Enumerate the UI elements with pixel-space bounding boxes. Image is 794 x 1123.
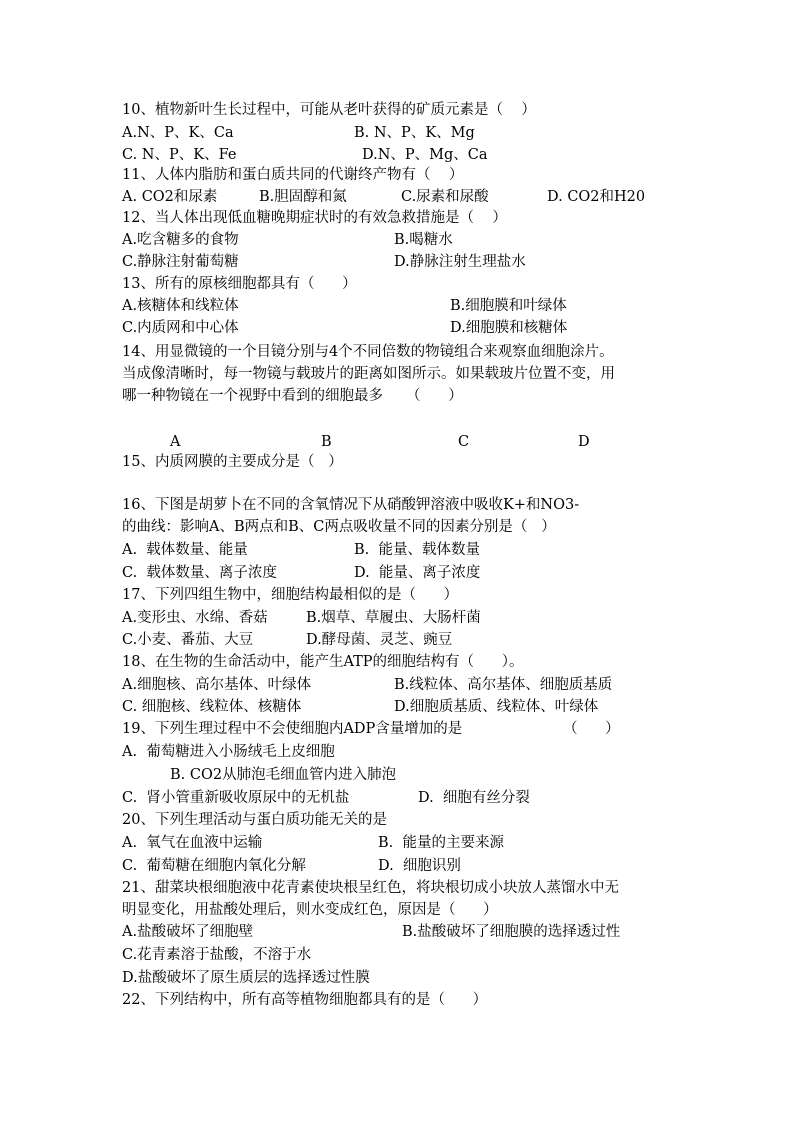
question-20-option-d: D. 细胞识别 (378, 858, 461, 874)
question-13-option-c: C.内质网和中心体 (122, 320, 239, 336)
question-19-answer-paren: （ ） (563, 721, 620, 737)
question-16-stem-line-1: 16、下图是胡萝卜在不同的含氧情况下从硝酸钾溶液中吸收K+和NO3- (122, 497, 580, 513)
question-11-stem: 11、人体内脂肪和蛋白质共同的代谢终产物有（ ） (122, 167, 464, 183)
question-10-option-b: B. N、P、K、Mg (354, 125, 475, 141)
question-17-option-c: C.小麦、番茄、大豆 (122, 632, 254, 648)
question-10-stem: 10、植物新叶生长过程中，可能从老叶获得的矿质元素是（ ） (122, 102, 536, 118)
question-12-option-d: D.静脉注射生理盐水 (394, 254, 526, 270)
question-21-option-b: B.盐酸破坏了细胞膜的选择透过性 (402, 924, 621, 940)
question-14-figure-label-b: B (321, 434, 332, 450)
question-15-stem: 15、内质网膜的主要成分是（ ） (122, 454, 343, 470)
question-19-option-c: C. 肾小管重新吸收原尿中的无机盐 (122, 790, 350, 806)
question-16-option-b: B. 能量、载体数量 (354, 542, 480, 558)
question-14-figure-label-d: D (578, 434, 590, 450)
question-21-option-a: A.盐酸破坏了细胞壁 (122, 924, 254, 940)
question-12-stem: 12、当人体出现低血糖晚期症状时的有效急救措施是（ ） (122, 210, 507, 226)
question-21-option-d: D.盐酸破坏了原生质层的选择透过性膜 (122, 970, 370, 986)
question-19-option-b: B. CO2从肺泡毛细血管内进入肺泡 (170, 767, 397, 783)
question-18-option-c: C. 细胞核、线粒体、核糖体 (122, 699, 302, 715)
question-11-option-b: B.胆固醇和氮 (259, 189, 347, 205)
question-16-option-d: D. 能量、离子浓度 (354, 565, 481, 581)
question-14-stem-line-1: 14、用显微镜的一个目镜分别与4个不同倍数的物镜组合来观察血细胞涂片。 (122, 344, 614, 360)
question-13-option-a: A.核糖体和线粒体 (122, 298, 239, 314)
question-18-option-d: D.细胞质基质、线粒体、叶绿体 (394, 699, 599, 715)
question-11-option-a: A. CO2和尿素 (122, 189, 218, 205)
question-16-option-a: A. 载体数量、能量 (122, 542, 248, 558)
question-10-option-d: D.N、P、Mg、Ca (362, 147, 488, 163)
question-21-stem-line-2: 明显变化，用盐酸处理后，则水变成红色，原因是（ ） (122, 902, 498, 918)
question-18-stem: 18、在生物的生命活动中，能产生ATP的细胞结构有（ ）。 (122, 654, 524, 670)
question-17-stem: 17、下列四组生物中，细胞结构最相似的是（ ） (122, 587, 459, 603)
question-18-option-a: A.细胞核、高尔基体、叶绿体 (122, 677, 312, 693)
question-17-option-a: A.变形虫、水绵、香菇 (122, 610, 268, 626)
question-20-option-a: A. 氧气在血液中运输 (122, 835, 263, 851)
question-20-option-b: B. 能量的主要来源 (378, 835, 504, 851)
question-19-option-d: D. 细胞有丝分裂 (418, 790, 530, 806)
question-17-option-b: B.烟草、草履虫、大肠杆菌 (306, 610, 481, 626)
question-21-stem-line-1: 21、甜菜块根细胞液中花青素使块根呈红色，将块根切成小块放人蒸馏水中无 (122, 880, 619, 896)
question-19-stem: 19、下列生理过程中不会使细胞内ADP含量增加的是 (122, 721, 463, 737)
question-16-option-c: C. 载体数量、离子浓度 (122, 565, 277, 581)
question-14-stem-line-3: 哪一种物镜在一个视野中看到的细胞最多 （ ） (122, 388, 463, 404)
question-10-option-c: C. N、P、K、Fe (122, 147, 237, 163)
question-20-option-c: C. 葡萄糖在细胞内氧化分解 (122, 858, 306, 874)
question-16-stem-line-2: 的曲线：影响A、B两点和B、C两点吸收量不同的因素分别是（ ） (122, 519, 556, 535)
question-19-option-a: A. 葡萄糖进入小肠绒毛上皮细胞 (122, 744, 335, 760)
question-10-option-a: A.N、P、K、Ca (122, 125, 234, 141)
question-14-figure-label-a: A (170, 434, 181, 450)
question-12-option-a: A.吃含糖多的食物 (122, 232, 239, 248)
question-21-option-c: C.花青素溶于盐酸，不溶于水 (122, 947, 312, 963)
question-22-stem: 22、下列结构中，所有高等植物细胞都具有的是（ ） (122, 992, 488, 1008)
question-14-stem-line-2: 当成像清晰时，每一物镜与载玻片的距离如图所示。如果载玻片位置不变，用 (122, 366, 615, 382)
question-13-option-d: D.细胞膜和核糖体 (450, 320, 568, 336)
question-12-option-b: B.喝糖水 (394, 232, 453, 248)
question-11-option-d: D. CO2和H20 (547, 189, 646, 205)
question-18-option-b: B.线粒体、高尔基体、细胞质基质 (394, 677, 613, 693)
question-17-option-d: D.酵母菌、灵芝、豌豆 (306, 632, 453, 648)
question-20-stem: 20、下列生理活动与蛋白质功能无关的是 (122, 812, 387, 828)
question-12-option-c: C.静脉注射葡萄糖 (122, 254, 239, 270)
question-14-figure-label-c: C (458, 434, 470, 450)
question-11-option-c: C.尿素和尿酸 (401, 189, 489, 205)
question-13-option-b: B.细胞膜和叶绿体 (450, 298, 567, 314)
question-13-stem: 13、所有的原核细胞都具有（ ） (122, 276, 357, 292)
